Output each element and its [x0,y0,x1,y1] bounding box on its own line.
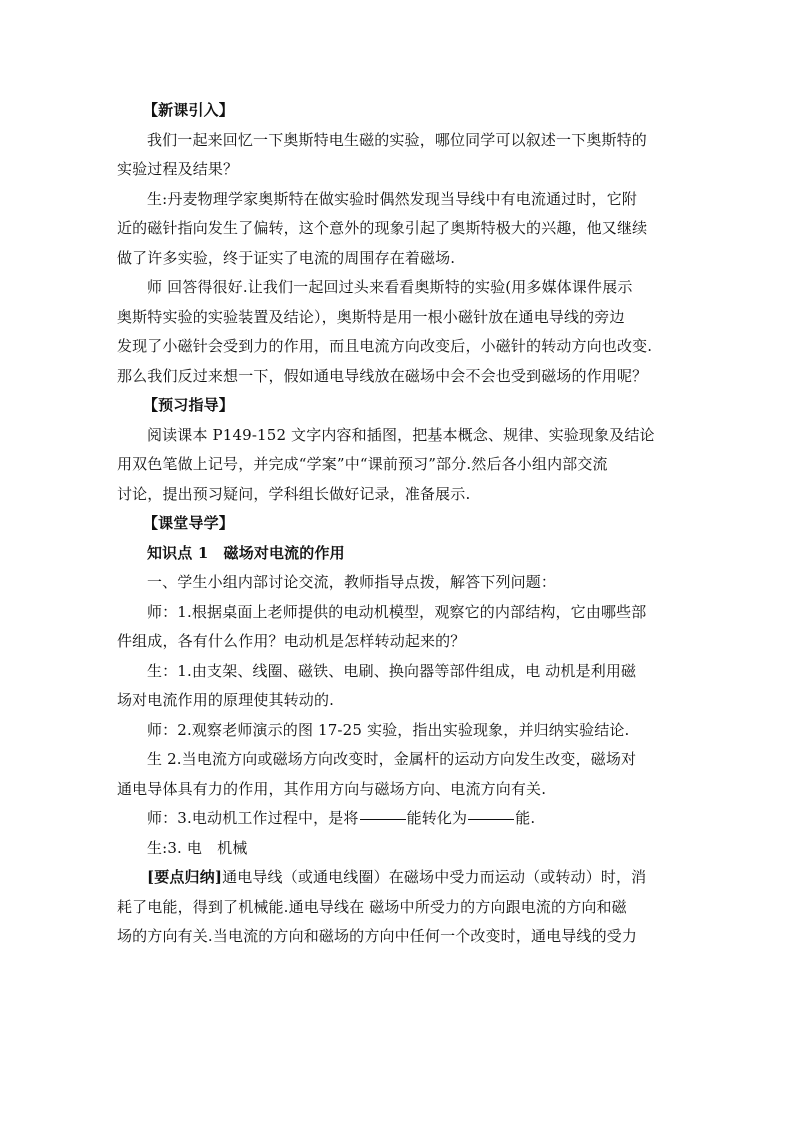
section-heading-preview: 【预习指导】 [143,396,234,414]
section-heading-intro: 【新课引入】 [143,101,234,119]
paragraph-line: 阅读课本 P149-152 文字内容和插图，把基本概念、规律、实验现象及结论 [147,425,655,444]
summary-label: [要点归纳] [147,868,223,886]
student-answer-1-cont: 场对电流作用的原理使其转动的. [117,691,335,709]
teacher-question-1-cont: 件组成，各有什么作用？电动机是怎样转动起来的？ [117,632,466,650]
paragraph-line: 那么我们反过来想一下，假如通电导线放在磁场中会不会也受到磁场的作用呢？ [117,366,648,385]
paragraph-line: 师 回答得很好.让我们一起回过头来看看奥斯特的实验(用多媒体课件展示 [147,278,633,296]
paragraph-line: 讨论，提出预习疑问，学科组长做好记录，准备展示. [117,484,471,503]
paragraph-line: 发现了小磁针会受到力的作用，而且电流方向改变后，小磁针的转动方向也改变. [117,337,653,355]
paragraph-line: 我们一起来回忆一下奥斯特电生磁的实验，哪位同学可以叙述一下奥斯特的 [147,130,647,149]
paragraph-line: 用双色笔做上记号，并完成“学案”中“课前预习”部分.然后各小组内部交流 [117,455,608,473]
student-answer-3: 生:3. 电 机械 [147,838,248,857]
paragraph-line: 实验过程及结果？ [117,160,239,178]
summary-text: 通电导线（或通电线圈）在磁场中受力而运动（或转动）时，消 [222,868,647,886]
key-point-summary [117,863,683,893]
paragraph-line: 做了许多实验，终于证实了电流的周围存在着磁场. [117,248,456,267]
paragraph-line: 奥斯特实验的实验装置及结论），奥斯特是用一根小磁针放在通电导线的旁边 [117,307,625,326]
paragraph-line: 生:丹麦物理学家奥斯特在做实验时偶然发现当导线中有电流通过时，它附 [147,189,638,208]
teacher-question-1: 师：1.根据桌面上老师提供的电动机模型，观察它的内部结构，它由哪些部 [147,602,647,621]
teacher-question-3 [117,804,683,834]
question-3-text-start: 师：3.电动机工作过程中，是将 [147,809,359,827]
knowledge-point-title: 知识点 1 磁场对电流的作用 [147,543,345,562]
summary-line: 场的方向有关.当电流的方向和磁场的方向中任何一个改变时，通电导线的受力 [117,927,638,945]
paragraph-line: 近的磁针指向发生了偏转，这个意外的现象引起了奥斯特极大的兴趣，他又继续 [117,219,648,237]
student-answer-2: 生 2.当电流方向或磁场方向改变时，金属杆的运动方向发生改变，磁场对 [147,750,637,768]
fill-blank-2 [468,818,514,820]
fill-blank-1 [360,818,406,820]
student-answer-1: 生：1.由支架、线圈、磁铁、电刷、换向器等部件组成，电 动机是利用磁 [147,661,637,680]
student-answer-2-cont: 通电导体具有力的作用，其作用方向与磁场方向、电流方向有关. [117,779,547,798]
section-heading-guide: 【课堂导学】 [143,514,234,532]
teacher-question-2: 师：2.观察老师演示的图 17-25 实验，指出实验现象，并归纳实验结论. [147,720,630,739]
question-3-text-middle: 能转化为 [406,809,468,827]
summary-line: 耗了电能，得到了机械能.通电导线在 磁场中所受力的方向跟电流的方向和磁 [117,897,627,916]
question-intro: 一、学生小组内部讨论交流，教师指导点拨，解答下列问题： [147,573,557,591]
question-3-text-end: 能. [515,809,536,827]
document-body [117,96,683,952]
